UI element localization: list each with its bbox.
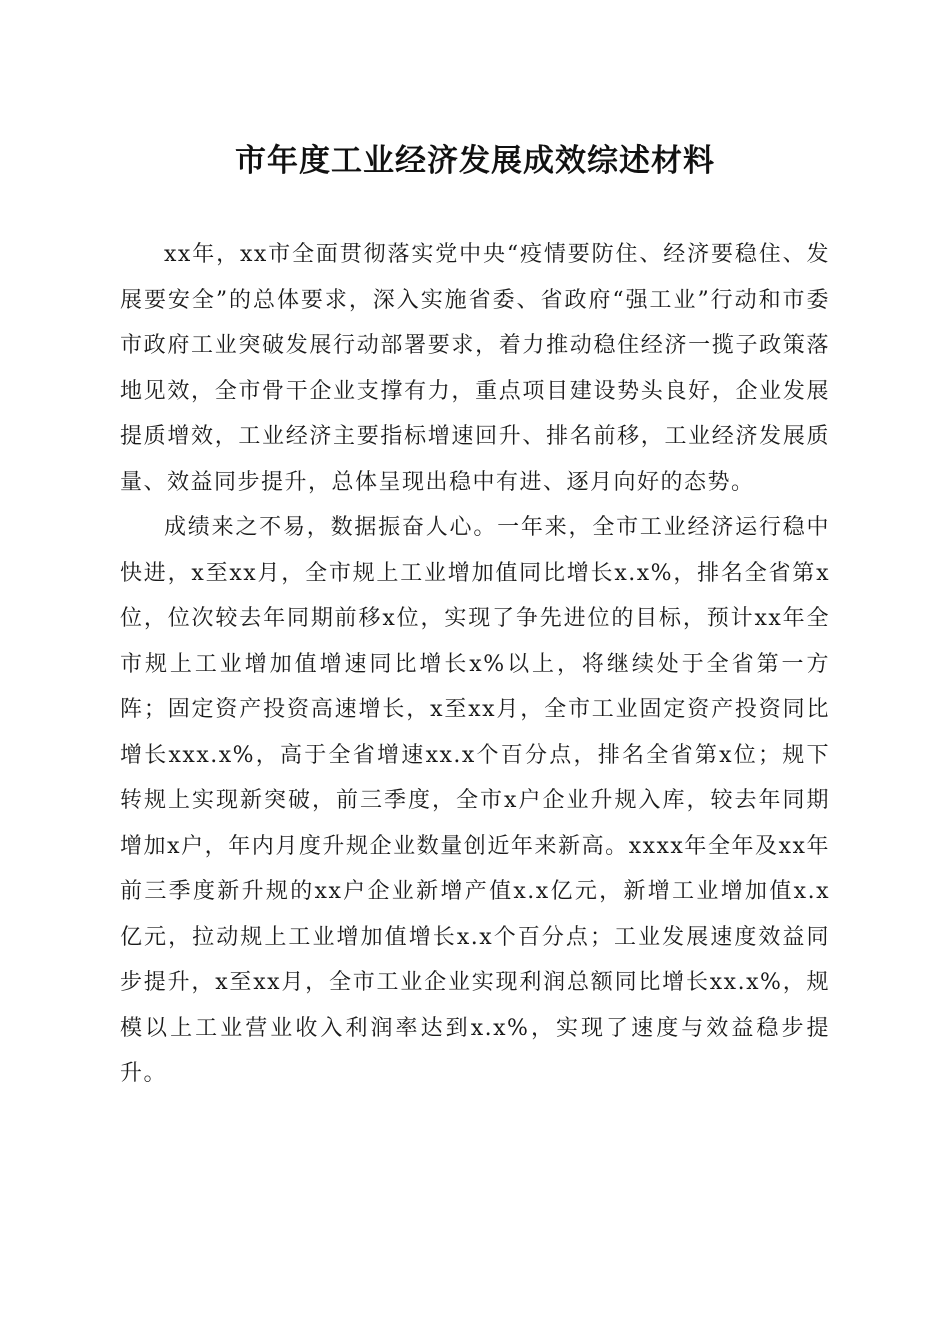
paragraph-2: 成绩来之不易，数据振奋人心。一年来，全市工业经济运行稳中快进，x至xx月，全市规上工业增加值同比增长x.x%，排名全省第x位，位次较去年同期前移x位，实现了争先进位的目标，预计xx年全市规上工业增加值增速同比增长x%以上，将继续处于全省第一方阵；固定资产投资高速增长，x至xx月，全市工业固定资产投资同比增长xxx.x%，高于全省增速xx.x个百分点，排名全省第x位；规下转规上实现新突破，前三季度，全市x户企业升规入库，较去年同期增加x户，年内月度升规企业数量创近年来新高。xxxx年全年及xx年前三季度新升规的xx户企业新增产值x.x亿元，新增工业增加值x.x亿元，拉动规上工业增加值增长x.x个百分点；工业发展速度效益同步提升，x至xx月，全市工业企业实现利润总额同比增长xx.x%，规模以上工业营业收入利润率达到x.x%，实现了速度与效益稳步提升。 <box>120 515 830 1086</box>
document-body <box>120 232 830 1097</box>
paragraph-1: xx年，xx市全面贯彻落实党中央“疫情要防住、经济要稳住、发展要安全”的总体要求，深入实施省委、省政府“强工业”行动和市委市政府工业突破发展行动部署要求，着力推动稳住经济一揽子政策落地见效，全市骨干企业支撑有力，重点项目建设势头良好，企业发展提质增效，工业经济主要指标增速回升、排名前移，工业经济发展质量、效益同步提升，总体呈现出稳中有进、逐月向好的态势。 <box>120 242 830 495</box>
document-title: 市年度工业经济发展成效综述材料 <box>235 143 715 179</box>
